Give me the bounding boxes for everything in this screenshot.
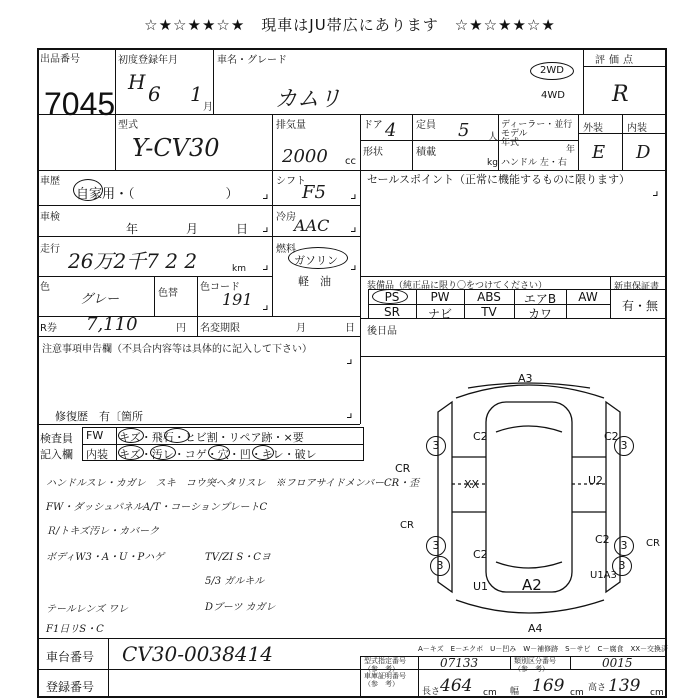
model-label: 型式 (118, 120, 138, 131)
handwritten-note-2: FW・ダッシュパネルA/T・コーションプレートC (46, 502, 268, 513)
handwritten-note-3: Ｒ/トキズ汚レ・カバーク (46, 526, 160, 537)
length-value: 464 (440, 676, 473, 696)
ac-value: AAC (294, 216, 330, 235)
equip-ps-circle (372, 289, 408, 304)
shape-label: 形状 (363, 147, 383, 158)
drive-2wd: 2WD (530, 62, 574, 80)
color-value: グレー (80, 292, 120, 307)
notes-label: 注意事項申告欄（不具合内容等は具体的に記入して下さい） (42, 344, 312, 355)
capacity-label: 定員 (416, 120, 436, 131)
reg-year: 6 (148, 82, 161, 106)
warranty-value: 有・無 (622, 299, 659, 313)
vehicle-cert-label: 車庫証明番号 （参 考） (364, 672, 406, 688)
load-unit: kg (487, 158, 498, 168)
equip-abs: ABS (477, 290, 501, 304)
reg-month: 1 (190, 82, 203, 106)
equip-airbag: エアB (523, 292, 557, 306)
diag-label-c2-a: C2 (473, 430, 488, 443)
displacement-label: 排気量 (276, 120, 306, 131)
car-damage-diagram (368, 362, 666, 634)
repair-history-label: 修復歴 有〔箇所 (55, 410, 143, 423)
mileage-value: 26万2千7 2 2 (68, 249, 198, 273)
diag-label-u2: U2 (588, 474, 604, 487)
diag-label-cr-a: CR (395, 462, 411, 475)
diag-label-xx: XX (464, 478, 480, 491)
color-code-value: 191 (222, 290, 253, 309)
fuel-value-diesel: 軽 油 (298, 275, 331, 288)
interior-value: D (636, 142, 651, 163)
fuel-value-gasoline: ガソリン (294, 254, 338, 267)
type-designation-value: 07133 (440, 656, 479, 670)
lot-number: 7045 (44, 86, 116, 122)
fuel-label: 燃料 (276, 244, 296, 255)
name-change-day: 日 (345, 323, 355, 334)
tire-fr: 3 (614, 436, 634, 456)
inspection-month: 月 (186, 222, 199, 236)
diag-label-a2: A2 (522, 576, 542, 594)
inspection-label: 車検 (40, 212, 60, 223)
diag-label-u1a3: U1A3 (590, 570, 617, 581)
car-name-value: カムリ (275, 87, 342, 112)
grade-value: R (612, 82, 629, 107)
equip-ps: PS (384, 290, 400, 304)
displacement-value: 2000 (282, 146, 328, 167)
model-year-unit: 年 (566, 145, 576, 155)
doors-label: ドア (363, 120, 383, 131)
model-value: Y-CV30 (132, 134, 220, 162)
inspector-entry-label: 記入欄 (40, 448, 73, 461)
equip-sr: SR (384, 305, 400, 319)
diag-label-cr-b: CR (400, 520, 414, 531)
warranty-label: 新車保証書 (614, 282, 660, 292)
inspection-year: 年 (126, 222, 139, 236)
equip-pw: PW (430, 290, 450, 304)
handwritten-note-9: F1日リS・C (46, 624, 104, 635)
displacement-unit: cc (345, 156, 356, 167)
coupon-unit: 円 (176, 323, 186, 334)
rear-seat-label: 後日品 (367, 326, 397, 337)
exterior-label: 外装 (583, 123, 603, 134)
diag-label-u1: U1 (473, 580, 489, 593)
name-change-label: 名変期限 (200, 323, 240, 334)
length-label: 長さ (422, 687, 441, 697)
handwritten-note-5: TV/ZI S・Cヨ (205, 552, 271, 563)
length-unit: cm (483, 688, 497, 698)
diag-label-c2-b: C2 (604, 430, 619, 443)
history-value: 自家用・（ ） (76, 187, 239, 202)
diag-label-c2-c: C2 (473, 548, 488, 561)
header-banner: ☆★☆★★☆★ 現車はJU帯広にあります ☆★☆★★☆★ (144, 16, 556, 34)
history-selected-mark (73, 179, 103, 201)
equip-tv: TV (481, 305, 497, 319)
reg-era: H (128, 70, 146, 94)
tire-mr: 3 (614, 536, 634, 556)
diag-label-cr-c: CR (646, 538, 660, 549)
fw-items: キズ・飛石・ヒビ割・リペア跡・×要 (119, 431, 304, 444)
width-unit: cm (570, 688, 584, 698)
type-designation-label: 型式指定番号 （参 考） (364, 657, 406, 673)
diag-label-a4: A4 (528, 622, 543, 635)
capacity-unit: 人 (488, 132, 498, 143)
name-change-month: 月 (296, 323, 306, 334)
equipment-label: 装備品（純正品に限り〇をつけてください） (367, 281, 548, 291)
inspection-day: 日 (236, 222, 249, 236)
width-value: 169 (532, 676, 565, 696)
int-items: キズ・汚レ・コゲ・穴・凹・キレ・破レ (119, 448, 317, 461)
equip-navi: ナビ (427, 307, 452, 321)
chassis-label: 車台番号 (46, 650, 95, 664)
chassis-value: CV30-0038414 (122, 642, 274, 666)
handwritten-note-8: Dブーツ カガレ (205, 602, 276, 613)
drive-4wd: 4WD (541, 90, 565, 101)
equip-leather: カワ (527, 307, 552, 321)
sales-point-label: セールスポイント（正常に機能するものに限ります） (367, 173, 631, 186)
color-code-label: 色コード (200, 282, 240, 293)
equip-aw: AW (578, 290, 598, 304)
mileage-unit: km (232, 264, 246, 274)
handwritten-note-1: ハンドルスレ・カガレ スキ コウ突ヘタリスレ ※フロアサイドメンバーCR・歪 (46, 478, 420, 489)
lot-label: 出品番号 (40, 54, 80, 65)
coupon-label: R券 (40, 323, 57, 334)
tire-rr: 3 (612, 556, 632, 576)
category-label: 類別区分番号 （参 考） (514, 657, 556, 673)
registration-label: 登録番号 (46, 680, 95, 694)
diag-label-c2-d: C2 (595, 533, 610, 546)
int-label: 内装 (86, 448, 108, 461)
height-unit: cm (650, 688, 664, 698)
handwritten-note-6: 5/3 ガルキル (205, 576, 265, 587)
history-label: 車歴 (40, 176, 60, 187)
coupon-value: 7,110 (86, 314, 138, 335)
grade-label: 評価点 (595, 55, 637, 66)
reg-year-label: 初度登録年月 (118, 55, 178, 66)
height-label: 高さ (588, 683, 607, 693)
tire-fl: 3 (426, 436, 446, 456)
handle-label: ハンドル 左・右 (501, 158, 567, 168)
width-label: 幅 (510, 687, 520, 697)
color-swap-label: 色替 (158, 288, 178, 299)
shift-label: シフト (276, 176, 306, 187)
color-label: 色 (40, 282, 50, 293)
interior-label: 内装 (627, 123, 647, 134)
inspector-label: 検査員 (40, 432, 73, 445)
exterior-value: E (592, 142, 606, 163)
dealer-label: ディーラー・並行 (501, 120, 573, 130)
capacity-value: 5 (458, 120, 470, 141)
category-value: 0015 (602, 656, 633, 670)
diagram-legend: A－キズ E－エクボ U－凹み W－補修跡 S－サビ C－腐食 XX－交換済 (418, 645, 669, 653)
car-name-label: 車名・グレード (217, 55, 287, 66)
load-label: 積載 (416, 147, 436, 158)
diag-label-a3: A3 (518, 372, 533, 385)
tire-rl: 3 (430, 556, 450, 576)
handwritten-note-7: テールレンズ ワレ (46, 604, 129, 615)
handwritten-note-4: ボディW3・A・U・Pハゲ (46, 552, 165, 563)
tire-ml: 3 (426, 536, 446, 556)
fw-label: FW (86, 429, 104, 442)
ac-label: 冷房 (276, 212, 296, 223)
fuel-selected-mark (288, 247, 348, 269)
doors-value: 4 (385, 120, 397, 141)
height-value: 139 (608, 676, 641, 696)
model-year-label: モデル 年式 (501, 129, 528, 148)
reg-month-unit: 月 (203, 102, 213, 113)
mileage-label: 走行 (40, 244, 60, 255)
shift-value: F5 (302, 182, 326, 203)
